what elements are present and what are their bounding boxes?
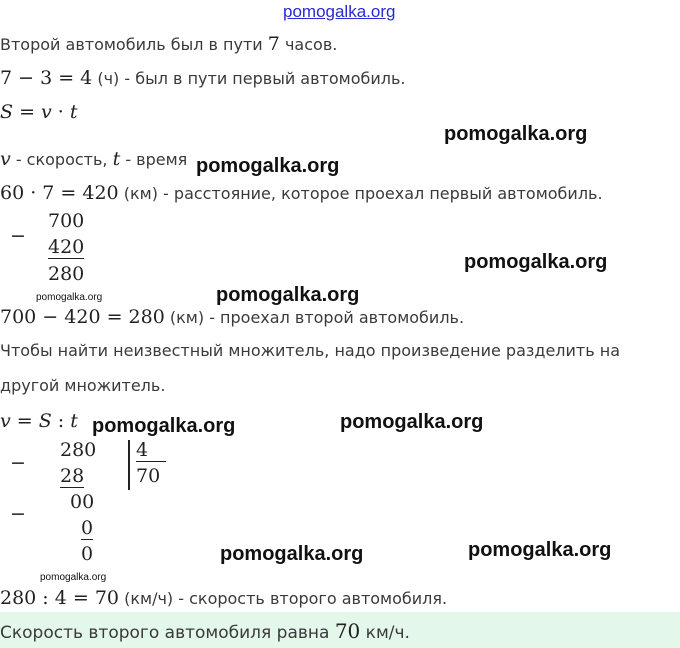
line-10-text: (км/ч) - скорость второго автомобиля. (119, 589, 448, 608)
division-divisor: 4 (136, 439, 166, 462)
watermark-6: pomogalka.org (340, 411, 484, 433)
line-5 (0, 182, 603, 204)
watermark-small-2: pomogalka.org (40, 572, 107, 583)
division-step1-rem: 00 (70, 491, 95, 513)
watermark-4: pomogalka.org (216, 284, 360, 306)
division-dividend: 280 (60, 439, 97, 461)
formula-speed-s: S (38, 410, 52, 432)
answer-unit: км/ч. (360, 623, 410, 643)
answer-box (0, 612, 680, 648)
line-4-t: t (112, 148, 121, 170)
subtraction-minus: − (10, 225, 26, 247)
division-step2-rem: 0 (81, 543, 94, 565)
rule-text-1: Чтобы найти неизвестный множитель, надо произведение разделить на (0, 341, 621, 360)
line-1-text: Второй автомобиль был в пути (0, 35, 268, 54)
formula-t: t (69, 101, 78, 123)
formula-eq: = (13, 101, 42, 123)
line-10-math: 280 : 4 = 70 (0, 587, 120, 609)
line-1-num: 7 (267, 33, 280, 55)
formula-speed-v: v (0, 410, 11, 432)
watermark-5: pomogalka.org (92, 415, 236, 437)
line-2 (0, 67, 406, 89)
subtraction-result: 280 (48, 263, 85, 285)
division-vertical-bar (128, 440, 130, 490)
rule-text-2: другой множитель. (0, 376, 166, 395)
watermark-1: pomogalka.org (444, 123, 588, 145)
subtraction-minuend: 700 (48, 210, 85, 232)
line-4-text1: - скорость, (10, 150, 113, 169)
line-5-text: (км) - расстояние, которое проехал первый автомобиль. (118, 184, 603, 203)
division-quotient: 70 (136, 465, 161, 487)
formula-speed-eq: = (10, 410, 39, 432)
watermark-2: pomogalka.org (196, 155, 340, 177)
formula-speed-t: t (70, 410, 78, 432)
line-6-math: 700 − 420 = 280 (0, 306, 165, 328)
formula-s: S (0, 101, 14, 123)
line-2-text: (ч) - был в пути первый автомобиль. (92, 69, 406, 88)
line-1-end: часов. (279, 35, 338, 54)
formula-v: v (41, 101, 52, 123)
answer-num: 70 (334, 619, 361, 643)
division-minus-1: − (10, 452, 26, 474)
watermark-7: pomogalka.org (220, 543, 364, 565)
line-1 (0, 33, 337, 55)
formula-speed-colon: : (51, 410, 71, 432)
line-4-v: v (0, 148, 11, 170)
watermark-small-1: pomogalka.org (36, 292, 103, 303)
line-5-math: 60 · 7 = 420 (0, 182, 119, 204)
division-step1-sub: 28 (60, 465, 85, 487)
formula-speed (0, 410, 78, 432)
line-6 (0, 306, 464, 328)
watermark-8: pomogalka.org (468, 539, 612, 561)
line-6-text: (км) - проехал второй автомобиль. (164, 308, 465, 327)
watermark-top: pomogalka.org (283, 2, 396, 21)
formula-distance (0, 101, 78, 123)
subtraction-subtrahend: 420 (48, 236, 85, 258)
watermark-3: pomogalka.org (464, 251, 608, 273)
line-2-math: 7 − 3 = 4 (0, 67, 93, 89)
line-10 (0, 587, 447, 609)
answer-line (0, 619, 410, 643)
division-minus-2: − (10, 503, 26, 525)
division-step2-sub: 0 (81, 517, 94, 539)
line-4 (0, 148, 187, 170)
answer-text: Скорость второго автомобиля равна (0, 623, 335, 643)
formula-dot: · (51, 101, 70, 123)
line-4-text2: - время (120, 150, 188, 169)
